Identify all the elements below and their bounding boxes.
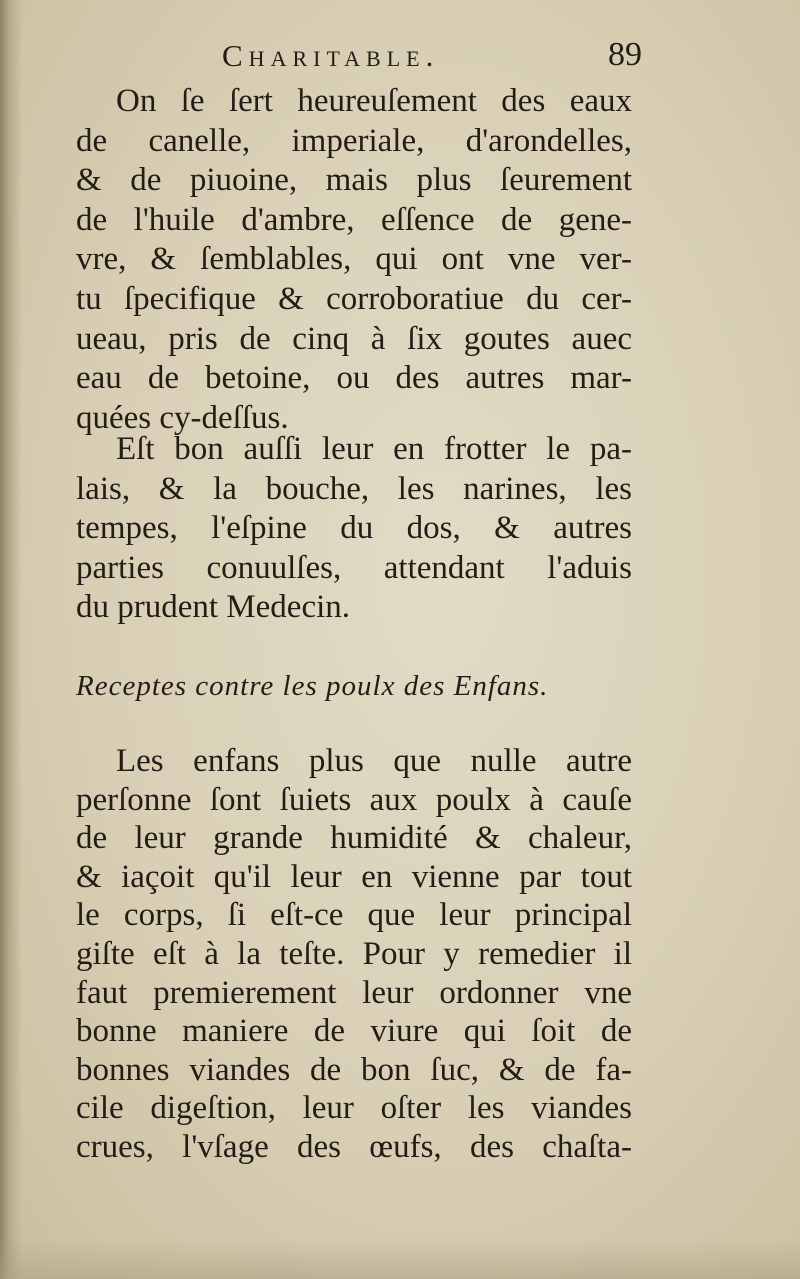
text-line: giſte eſt à la teſte. Pour y remedier il (76, 935, 632, 972)
text-line: perſonne ſont ſuiets aux poulx à cauſe (76, 781, 632, 818)
text-line: Les enfans plus que nulle autre (116, 743, 632, 779)
text-line: de l'huile d'ambre, eſſence de gene- (76, 201, 632, 238)
text-line: crues, l'vſage des œufs, des chaſta- (76, 1128, 632, 1165)
section-heading: Receptes contre les poulx des Enfans. (76, 670, 549, 702)
text-line: lais, & la bouche, les narines, les (76, 470, 632, 507)
text-line: cile digeſtion, leur oſter les viandes (76, 1090, 632, 1127)
binding-shadow (0, 0, 22, 1279)
paragraph-2 (76, 430, 632, 628)
paragraph-1 (76, 82, 632, 438)
text-line: quées cy-deſſus. (76, 399, 289, 436)
text-line: tempes, l'eſpine du dos, & autres (76, 510, 632, 547)
text-line: faut premierement leur ordonner vne (76, 974, 632, 1011)
text-line: parties conuulſes, attendant l'aduis (76, 549, 632, 586)
text-line: bonne maniere de viure qui ſoit de (76, 1013, 632, 1050)
text-line: de canelle, imperiale, d'arondelles, (76, 122, 632, 159)
running-head (222, 38, 642, 88)
running-title: Charitable. (222, 38, 440, 73)
text-line: vre, & ſemblables, qui ont vne ver- (76, 241, 632, 278)
text-line: du prudent Medecin. (76, 589, 351, 626)
page-edge-shading (0, 1239, 800, 1279)
text-line: le corps, ſi eſt-ce que leur principal (76, 897, 632, 934)
text-line: ueau, pris de cinq à ſix goutes auec (76, 320, 632, 357)
text-line: tu ſpecifique & corroboratiue du cer- (76, 280, 632, 317)
page-number: 89 (608, 36, 642, 73)
text-line: de leur grande humidité & chaleur, (76, 820, 632, 857)
text-line: & iaçoit qu'il leur en vienne par tout (76, 858, 632, 895)
text-line: On ſe ſert heureuſement des eaux (116, 83, 632, 119)
text-line: & de piuoine, mais plus ſeurement (76, 162, 632, 199)
text-line: eau de betoine, ou des autres mar- (76, 360, 632, 397)
text-line: Eſt bon auſſi leur en frotter le pa- (116, 431, 632, 467)
paragraph-3 (76, 742, 632, 1167)
text-line: bonnes viandes de bon ſuc, & de fa- (76, 1051, 632, 1088)
